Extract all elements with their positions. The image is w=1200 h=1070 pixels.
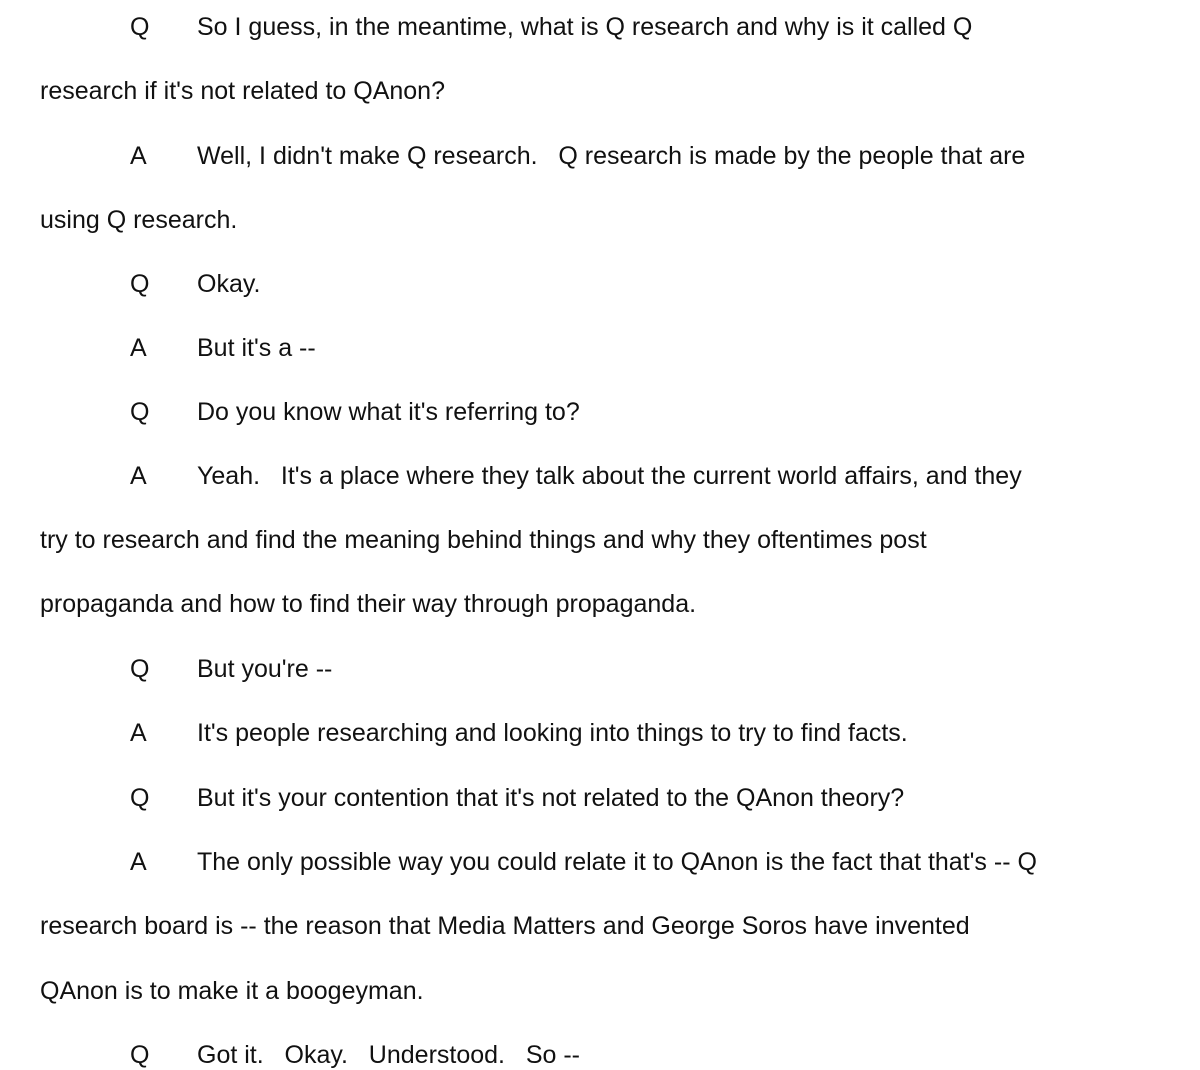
statement-line: It's people researching and looking into things to try to find facts.	[197, 719, 908, 747]
statement-line: So I guess, in the meantime, what is Q research and why is it called Q	[197, 13, 973, 41]
speaker-label: Q	[130, 655, 150, 683]
speaker-label: Q	[130, 270, 150, 298]
statement-line: Got it. Okay. Understood. So --	[197, 1041, 581, 1069]
statement-continuation: using Q research.	[40, 206, 238, 234]
statement-continuation: try to research and find the meaning behind things and why they oftentimes post	[40, 526, 927, 554]
statement-line: Well, I didn't make Q research. Q research is made by the people that are	[197, 142, 1026, 170]
speaker-label: Q	[130, 784, 150, 812]
speaker-label: A	[130, 719, 147, 747]
statement-line: Okay.	[197, 270, 261, 298]
speaker-label: Q	[130, 398, 150, 426]
statement-continuation: QAnon is to make it a boogeyman.	[40, 977, 424, 1005]
statement-continuation: research board is -- the reason that Media Matters and George Soros have invented	[40, 912, 970, 940]
speaker-label: A	[130, 848, 147, 876]
statement-line: The only possible way you could relate it to QAnon is the fact that that's -- Q	[197, 848, 1037, 876]
speaker-label: A	[130, 462, 147, 490]
statement-line: Yeah. It's a place where they talk about the current world affairs, and they	[197, 462, 1022, 490]
speaker-label: A	[130, 142, 147, 170]
speaker-label: A	[130, 334, 147, 362]
speaker-label: Q	[130, 13, 150, 41]
speaker-label: Q	[130, 1041, 150, 1069]
statement-line: Do you know what it's referring to?	[197, 398, 580, 426]
statement-continuation: propaganda and how to find their way through propaganda.	[40, 590, 697, 618]
statement-line: But it's a --	[197, 334, 316, 362]
statement-line: But you're --	[197, 655, 333, 683]
statement-continuation: research if it's not related to QAnon?	[40, 77, 445, 105]
statement-line: But it's your contention that it's not related to the QAnon theory?	[197, 784, 905, 812]
